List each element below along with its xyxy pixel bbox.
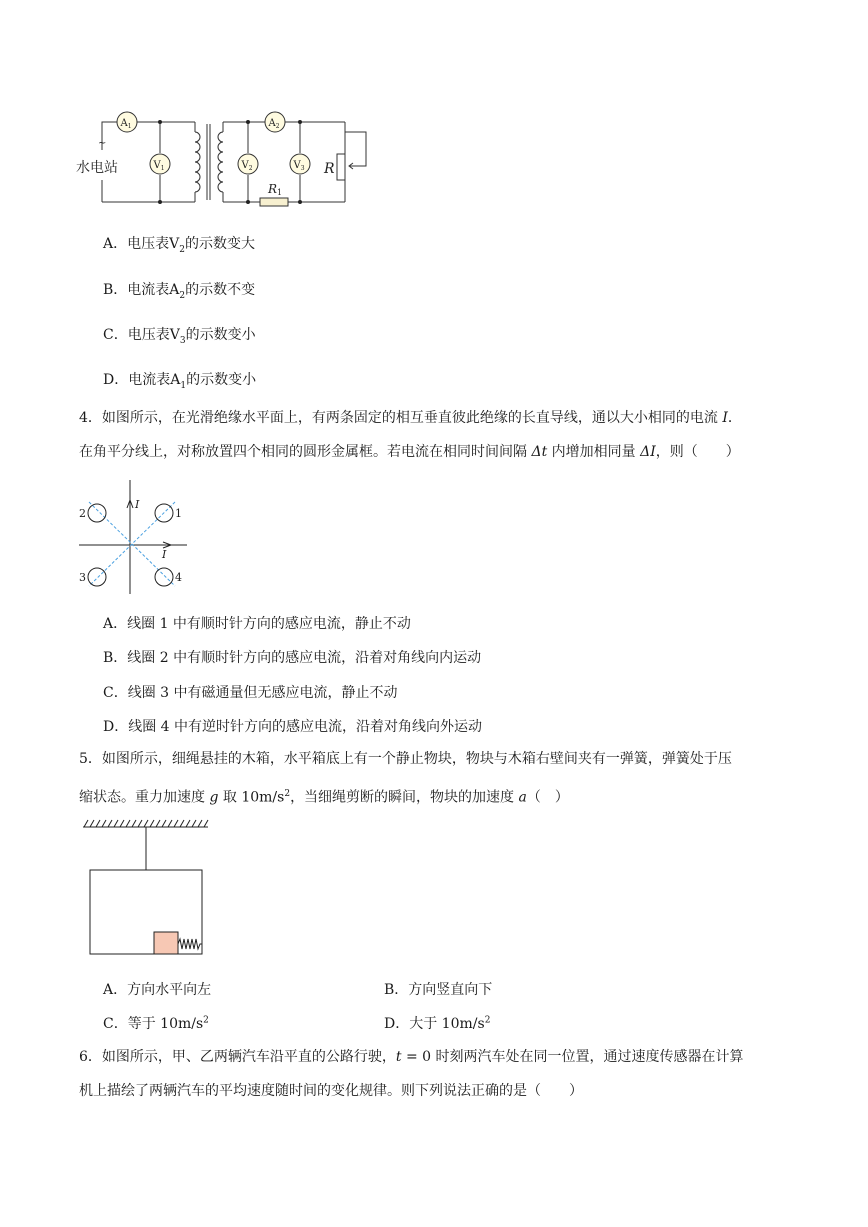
meter-v3-label: $V_3$ xyxy=(293,160,305,172)
svg-text:I: I xyxy=(162,548,167,561)
resistor-r1-label: R1 xyxy=(268,182,283,197)
q3-option-b: B．电流表$A_2$的示数不变 xyxy=(103,282,256,301)
q4-option-a: A．线圈 1 中有顺时针方向的感应电流，静止不动 xyxy=(103,616,411,632)
q5-option-d: D．大于 $10m/s^2$ xyxy=(384,1015,491,1032)
coil-4 xyxy=(155,568,173,586)
meter-a1-label: $A_1$ xyxy=(120,118,132,130)
q3-option-a: A．电压表$V_2$的示数变大 xyxy=(103,236,255,255)
q5-option-a: A．方向水平向左 xyxy=(103,982,212,998)
q5-stem-line1: 5．如图所示，细绳悬挂的木箱，水平箱底上有一个静止物块，物块与木箱右壁间夹有一弹簧，弹簧处于压 xyxy=(79,751,732,767)
q4-option-d: D．线圈 4 中有逆时针方向的感应电流，沿着对角线向外运动 xyxy=(103,719,483,735)
transformer-circuit-diagram xyxy=(70,110,390,215)
q3-option-c: C．电压表$V_3$的示数变小 xyxy=(103,327,256,346)
q5-option-b: B．方向竖直向下 xyxy=(384,982,493,998)
q5-stem-line2: 缩状态。重力加速度 g 取 $10m/s^2$，当细绳剪断的瞬间，物块的加速度 a（ ） xyxy=(79,789,569,806)
coil-3 xyxy=(88,568,106,586)
q6-stem-line1: 6．如图所示，甲、乙两辆汽车沿平直的公路行驶，t = 0 时刻两汽车处在同一位置，通过速度传感器在计算 xyxy=(79,1049,744,1065)
resistor-r-label: R xyxy=(324,161,335,177)
hanging-box-diagram xyxy=(80,818,215,958)
ac-symbol: ~ xyxy=(98,138,107,149)
crossed-wires-diagram xyxy=(75,478,205,598)
q6-stem-line2: 机上描绘了两辆汽车的平均速度随时间的变化规律。则下列说法正确的是（ ） xyxy=(79,1083,583,1099)
coil-2 xyxy=(88,504,106,522)
meter-a2-label: $A_2$ xyxy=(268,118,280,130)
svg-text:3: 3 xyxy=(79,571,86,584)
svg-text:4: 4 xyxy=(175,571,182,584)
q4-option-b: B．线圈 2 中有顺时针方向的感应电流，沿着对角线向内运动 xyxy=(103,650,482,666)
q4-stem-line2: 在角平分线上，对称放置四个相同的圆形金属框。若电流在相同时间间隔 Δt 内增加相同量 ΔI，则（ ） xyxy=(79,444,740,460)
power-station-label: 水电站 xyxy=(76,160,118,176)
q3-option-d: D．电流表$A_1$的示数变小 xyxy=(103,372,257,391)
svg-text:2: 2 xyxy=(79,507,86,520)
svg-text:1: 1 xyxy=(175,507,182,520)
q5-option-c: C．等于 $10m/s^2$ xyxy=(103,1015,209,1032)
q4-option-c: C．线圈 3 中有磁通量但无感应电流，静止不动 xyxy=(103,685,398,701)
q4-stem-line1: 4．如图所示，在光滑绝缘水平面上，有两条固定的相互垂直彼此绝缘的长直导线，通以大小相同的电流 I． xyxy=(79,410,742,426)
svg-text:I: I xyxy=(135,498,140,511)
meter-v2-label: $V_2$ xyxy=(241,160,253,172)
meter-v1-label: $V_1$ xyxy=(153,160,165,172)
